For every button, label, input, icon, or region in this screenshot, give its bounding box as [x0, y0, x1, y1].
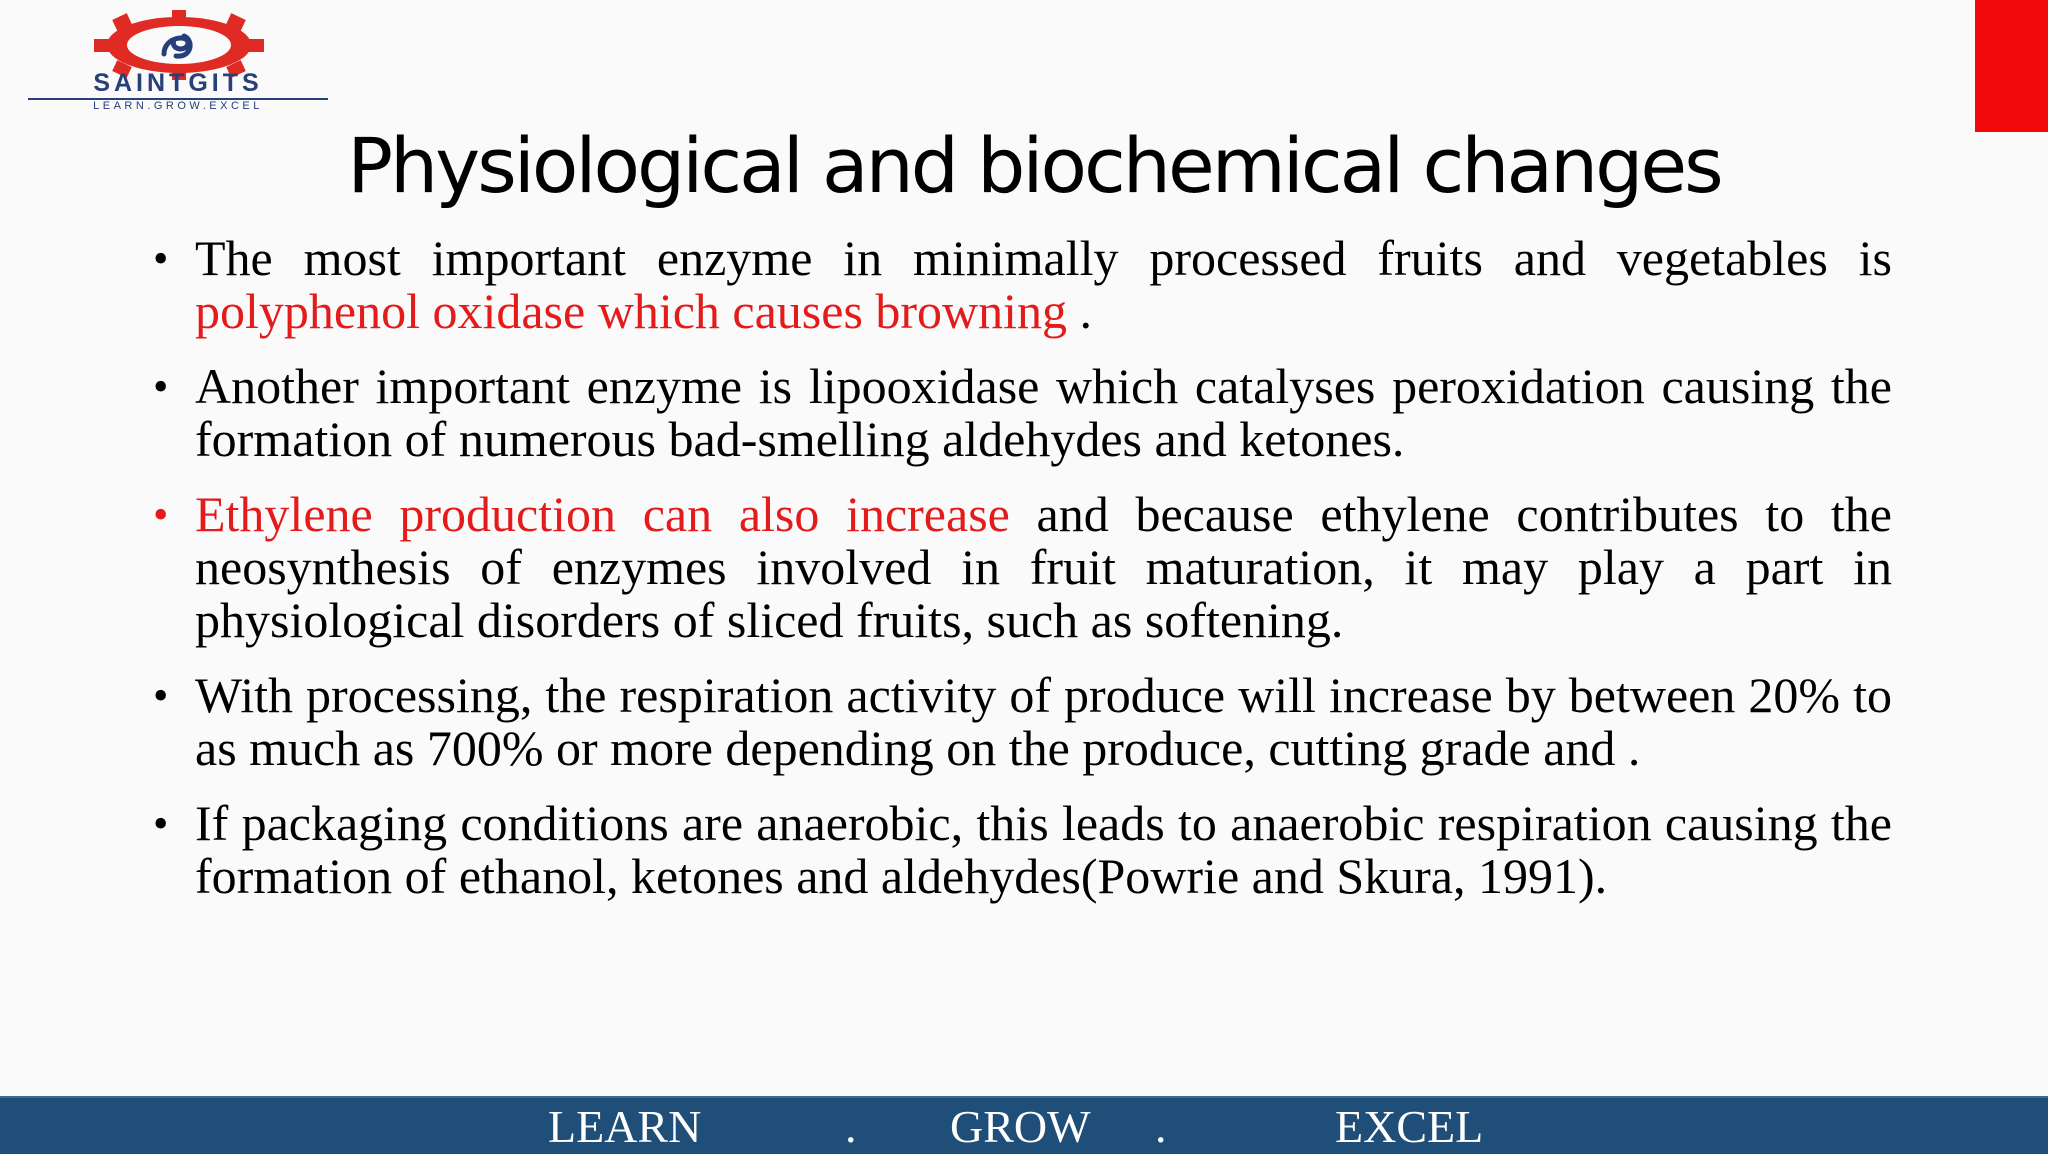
- bullet-item: [150, 232, 1892, 338]
- bullet-text-segment: With processing, the respiration activity of produce will increase by between 20% to as much as 700% or more depending on the produce, cutting grade and .: [195, 667, 1892, 776]
- bullet-list: [150, 232, 1892, 925]
- bullet-text-segment: Another important enzyme is lipooxidase which catalyses peroxidation causing the formation of numerous bad-smelling aldehydes and ketones.: [195, 358, 1892, 467]
- logo-name: SAINTGITS: [93, 69, 263, 97]
- footer-dot-2: .: [1155, 1101, 1167, 1152]
- footer-learn: LEARN: [548, 1101, 702, 1152]
- bullet-item: [150, 488, 1892, 647]
- saintgits-logo: [22, 10, 332, 110]
- red-accent-tab: [1975, 0, 2048, 132]
- bullet-dot-icon: •: [153, 671, 169, 720]
- bullet-text-segment: .: [1067, 283, 1093, 339]
- slide-title: Physiological and biochemical changes: [347, 121, 1721, 210]
- footer-bar: [0, 1096, 2048, 1154]
- bullet-item: [150, 669, 1892, 775]
- bullet-text-segment: Ethylene production can also increase: [195, 486, 1010, 542]
- bullet-text-segment: polyphenol oxidase which causes browning: [195, 283, 1068, 339]
- logo-tagline: LEARN.GROW.EXCEL: [28, 98, 328, 112]
- bullet-dot-icon: •: [153, 362, 169, 411]
- bullet-text-segment: If packaging conditions are anaerobic, this leads to anaerobic respiration causing the formation of ethanol, ketones and aldehydes(Powrie and Skura, 1991).: [195, 795, 1892, 904]
- bullet-text-segment: The most important enzyme in minimally processed fruits and vegetables is: [195, 230, 1892, 286]
- bullet-dot-icon: •: [153, 490, 169, 539]
- bullet-dot-icon: •: [153, 234, 169, 283]
- footer-excel: EXCEL: [1335, 1101, 1484, 1152]
- bullet-item: [150, 360, 1892, 466]
- footer-grow: GROW: [950, 1101, 1091, 1152]
- bullet-text-segment: and because ethylene contributes to the neosynthesis of enzymes involved in fruit maturation, it may play a part in physiological disorders of sliced fruits, such as softening.: [195, 486, 1892, 648]
- bullet-dot-icon: •: [153, 799, 169, 848]
- footer-dot-1: .: [845, 1101, 857, 1152]
- bullet-item: [150, 797, 1892, 903]
